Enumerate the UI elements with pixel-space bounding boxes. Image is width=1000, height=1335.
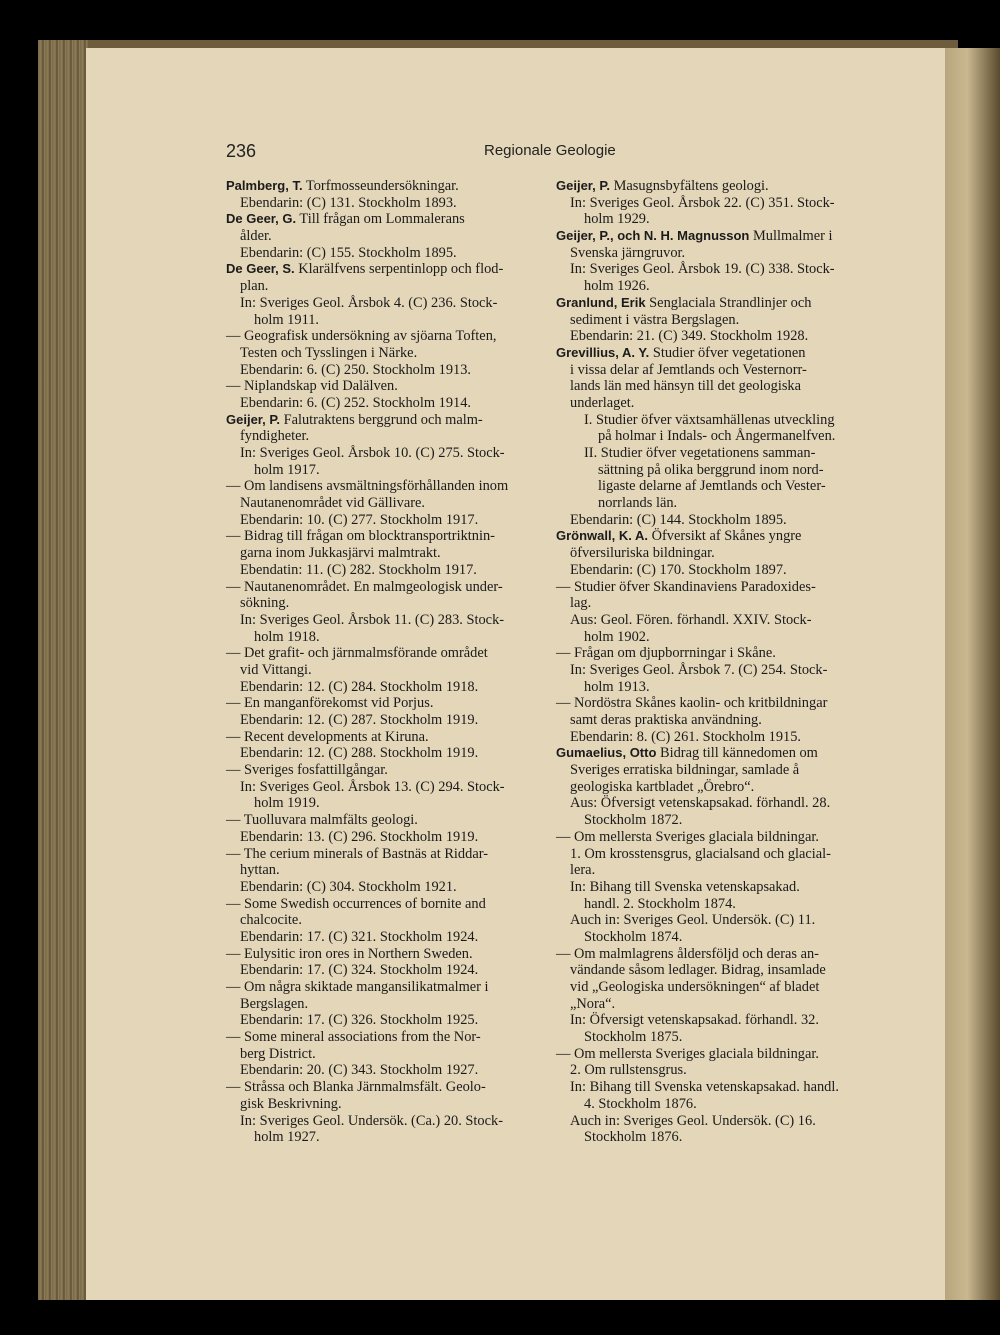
bibliography-line: holm 1913. xyxy=(584,678,650,695)
running-title: Regionale Geologie xyxy=(484,142,616,159)
bibliography-line: Ebendarin: 12. (C) 284. Stockholm 1918. xyxy=(240,678,479,695)
entry-title: Studier öfver vegetationen xyxy=(649,344,806,361)
entry-title: Masugnsbyfältens geologi. xyxy=(609,178,769,194)
bibliography-line: Ebendarin: 6. (C) 250. Stockholm 1913. xyxy=(240,361,472,378)
bibliography-line: Ebendarin: 6. (C) 252. Stockholm 1914. xyxy=(240,394,472,411)
bibliography-line: Ebendarin: 20. (C) 343. Stockholm 1927. xyxy=(240,1062,479,1079)
bibliography-line: Ebendarin: 12. (C) 288. Stockholm 1919. xyxy=(240,745,479,762)
bibliography-line: — Geografisk undersökning av sjöarna Toften, xyxy=(226,328,497,345)
page-gutter xyxy=(945,48,1000,1300)
bibliography-line: underlaget. xyxy=(570,394,635,411)
author-name: De Geer, G. xyxy=(226,211,297,227)
bibliography-line: — Frågan om djupborrningar i Skåne. xyxy=(556,645,776,662)
entry-title: Senglaciala Strandlinjer och xyxy=(645,294,812,311)
page-edges xyxy=(38,40,88,1300)
author-name: De Geer, S. xyxy=(226,261,295,277)
bibliography-line: — Bidrag till frågan om blocktransportriktnin- xyxy=(226,528,495,545)
bibliography-line: fyndigheter. xyxy=(240,428,310,445)
bibliography-line: In: Sveriges Geol. Årsbok 13. (C) 294. Stock- xyxy=(240,778,505,795)
bibliography-line: In: Sveriges Geol. Årsbok 19. (C) 338. Stock- xyxy=(570,261,835,278)
bibliography-line: II. Studier öfver vegetationens samman- xyxy=(584,445,816,461)
bibliography-line xyxy=(556,295,868,312)
entry-title: Mullmalmer i xyxy=(749,228,833,245)
bibliography-line: In: Öfversigt vetenskapsakad. förhandl. 32. xyxy=(570,1012,819,1029)
entry-title: Bidrag till kännedomen om xyxy=(656,745,818,762)
author-name: Geijer, P. xyxy=(226,411,280,427)
bibliography-line: — Om malmlagrens åldersföljd och deras an- xyxy=(556,945,819,962)
bibliography-line: Sveriges erratiska bildningar, samlade å xyxy=(570,762,800,779)
bibliography-line: — Tuolluvara malmfälts geologi. xyxy=(226,812,418,829)
bibliography-line: — Some mineral associations from the Nor- xyxy=(226,1029,481,1046)
bibliography-line: lera. xyxy=(570,862,596,879)
bibliography-line: Ebendarin: 21. (C) 349. Stockholm 1928. xyxy=(570,328,809,345)
author-name: Palmberg, T. xyxy=(226,178,303,193)
bibliography-line: Auch in: Sveriges Geol. Undersök. (C) 16. xyxy=(570,1112,816,1129)
bibliography-line: handl. 2. Stockholm 1874. xyxy=(584,895,736,912)
bibliography-line: garna inom Jukkasjärvi malmtrakt. xyxy=(240,545,441,562)
bibliography-line: In: Sveriges Geol. Årsbok 11. (C) 283. Stock- xyxy=(240,611,505,628)
bibliography-line: Bergslagen. xyxy=(240,995,309,1012)
bibliography-line: I. Studier öfver växtsamhällenas utveckling xyxy=(584,411,835,428)
entry-title: Öfversikt af Skånes yngre xyxy=(647,528,802,545)
bibliography-line: holm 1927. xyxy=(254,1129,320,1146)
bibliography-line: Ebendarin: 12. (C) 287. Stockholm 1919. xyxy=(240,712,479,728)
bibliography-line: — Det grafit- och järnmalmsförande området xyxy=(226,645,488,662)
bibliography-line xyxy=(556,528,868,545)
bibliography-line: holm 1902. xyxy=(584,628,650,645)
bibliography-line: — Nordöstra Skånes kaolin- och kritbildningar xyxy=(556,695,828,712)
bibliography-line: In: Sveriges Geol. Årsbok 7. (C) 254. Stock- xyxy=(570,661,828,678)
bibliography-line: holm 1917. xyxy=(254,461,320,478)
bibliography-line: — Some Swedish occurrences of bornite and xyxy=(226,895,486,912)
bibliography-line: Ebendarin: (C) 144. Stockholm 1895. xyxy=(570,511,787,528)
entry-title: Torfmosseundersökningar. xyxy=(302,178,459,194)
bibliography-line: Stockholm 1872. xyxy=(584,812,683,829)
bibliography-line: Stockholm 1876. xyxy=(584,1129,683,1146)
bibliography-line: Aus: Geol. Fören. förhandl. XXIV. Stock- xyxy=(570,611,812,628)
bibliography-line: sökning. xyxy=(240,595,290,612)
bibliography-line: gisk Beskrivning. xyxy=(240,1095,342,1112)
bibliography-line: Testen och Tysslingen i Närke. xyxy=(240,344,418,361)
bibliography-line: vändande såsom ledlager. Bidrag, insamlade xyxy=(570,962,826,979)
bibliography-line: — Om några skiktade mangansilikatmalmer i xyxy=(226,979,489,995)
entry-title: Klarälfvens serpentinlopp och flod- xyxy=(294,261,504,278)
bibliography-line xyxy=(226,412,538,429)
bibliography-line: — Stråssa och Blanka Järnmalmsfält. Geolo- xyxy=(226,1079,486,1096)
bibliography-line: — The cerium minerals of Bastnäs at Riddar- xyxy=(226,845,489,862)
bibliography-line: In: Bihang till Svenska vetenskapsakad. xyxy=(570,878,800,895)
bibliography-line: öfversiluriska bildningar. xyxy=(570,545,715,562)
author-name: Grönwall, K. A. xyxy=(556,528,648,544)
bibliography-line: Ebendarin: 10. (C) 277. Stockholm 1917. xyxy=(240,511,479,528)
bibliography-line: holm 1919. xyxy=(254,795,320,812)
bibliography-line: berg District. xyxy=(240,1045,316,1062)
left-column xyxy=(226,178,538,1146)
bibliography-line: In: Sveriges Geol. Årsbok 22. (C) 351. Stock- xyxy=(570,194,835,211)
bibliography-line: — Nautanenområdet. En malmgeologisk under- xyxy=(226,578,503,595)
bibliography-line: — Om mellersta Sveriges glaciala bildningar. xyxy=(556,1045,819,1062)
bibliography-line: In: Sveriges Geol. Årsbok 4. (C) 236. Stock- xyxy=(240,294,498,311)
bibliography-line xyxy=(556,178,868,195)
bibliography-line: i vissa delar af Jemtlands och Vesternorr- xyxy=(570,361,807,378)
bibliography-line: plan. xyxy=(240,278,269,295)
bibliography-line: Ebendarin: (C) 131. Stockholm 1893. xyxy=(240,194,457,211)
bibliography-line: vid Vittangi. xyxy=(240,661,312,678)
bibliography-line: 1. Om krosstensgrus, glacialsand och glacial- xyxy=(570,845,831,862)
bibliography-line: In: Sveriges Geol. Undersök. (Ca.) 20. Stock- xyxy=(240,1112,503,1129)
bibliography-line: Stockholm 1874. xyxy=(584,928,683,945)
bibliography-line: lands län med hänsyn till det geologiska xyxy=(570,378,802,395)
bibliography-line xyxy=(556,345,868,362)
bibliography-line: ligaste delarne af Jemtlands och Vester- xyxy=(598,478,826,495)
bibliography-line: Svenska järngruvor. xyxy=(570,244,686,261)
author-name: Geijer, P. xyxy=(556,178,610,193)
bibliography-line: samt deras praktiska användning. xyxy=(570,712,762,728)
bibliography-line: Ebendatin: 11. (C) 282. Stockholm 1917. xyxy=(240,561,477,578)
bibliography-line: — En manganförekomst vid Porjus. xyxy=(226,695,434,712)
bibliography-line: holm 1918. xyxy=(254,628,320,645)
bibliography-line: „Nora“. xyxy=(570,995,616,1012)
bibliography-line: hyttan. xyxy=(240,862,280,879)
bibliography-line: — Studier öfver Skandinaviens Paradoxides- xyxy=(556,578,816,595)
author-name: Gumaelius, Otto xyxy=(556,745,657,761)
right-column xyxy=(556,178,868,1146)
bibliography-line: geologiska kartbladet „Örebro“. xyxy=(570,778,755,795)
entry-title: Falutraktens berggrund och malm- xyxy=(279,411,483,428)
page-header xyxy=(0,141,1000,167)
bibliography-line: lag. xyxy=(570,595,592,612)
bibliography-line: på holmar i Indals- och Ångermanelfven. xyxy=(598,428,836,445)
page-number: 236 xyxy=(226,141,257,161)
bibliography-line: Aus: Öfversigt vetenskapsakad. förhandl. 28. xyxy=(570,795,831,812)
bibliography-line xyxy=(556,228,868,245)
bibliography-line xyxy=(556,745,868,762)
bibliography-line: Ebendarin: (C) 155. Stockholm 1895. xyxy=(240,244,457,261)
bibliography-line: chalcocite. xyxy=(240,912,302,929)
author-name: Grevillius, A. Y. xyxy=(556,344,650,360)
bibliography-line: Ebendarin: 17. (C) 321. Stockholm 1924. xyxy=(240,928,479,945)
bibliography-line: sediment i västra Bergslagen. xyxy=(570,311,740,328)
bibliography-line: Stockholm 1875. xyxy=(584,1029,683,1046)
bibliography-line: Ebendarin: 17. (C) 326. Stockholm 1925. xyxy=(240,1012,479,1029)
bibliography-line: sättning på olika berggrund inom nord- xyxy=(598,461,824,478)
bibliography-line: 4. Stockholm 1876. xyxy=(584,1095,697,1112)
bibliography-line: Ebendarin: 13. (C) 296. Stockholm 1919. xyxy=(240,828,479,845)
bibliography-line: In: Sveriges Geol. Årsbok 10. (C) 275. Stock- xyxy=(240,445,505,461)
bibliography-line: Nautanenområdet vid Gällivare. xyxy=(240,495,426,512)
bibliography-line: — Eulysitic iron ores in Northern Sweden. xyxy=(226,945,473,962)
bibliography-line: — Sveriges fosfattillgångar. xyxy=(226,762,388,779)
bibliography-line: norrlands län. xyxy=(598,495,678,512)
bibliography-line: 2. Om rullstensgrus. xyxy=(570,1062,687,1079)
entry-title: Till frågan om Lommalerans xyxy=(296,211,465,228)
bibliography-line: Ebendarin: (C) 304. Stockholm 1921. xyxy=(240,878,457,895)
bibliography-line xyxy=(226,211,538,228)
bibliography-line: vid „Geologiska undersökningen“ af bladet xyxy=(570,979,820,995)
bibliography-line: holm 1929. xyxy=(584,211,650,228)
bibliography-line: Ebendarin: 8. (C) 261. Stockholm 1915. xyxy=(570,728,802,745)
bibliography-line: — Niplandskap vid Dalälven. xyxy=(226,378,398,395)
bibliography-line: holm 1911. xyxy=(254,311,320,328)
bibliography-line: ålder. xyxy=(240,228,272,245)
bibliography-line: In: Bihang till Svenska vetenskapsakad. handl. xyxy=(570,1079,839,1096)
bibliography-line: — Om mellersta Sveriges glaciala bildningar. xyxy=(556,828,819,845)
bibliography-line xyxy=(226,178,538,195)
author-name: Geijer, P., och N. H. Magnusson xyxy=(556,228,750,244)
bibliography-line: Ebendarin: (C) 170. Stockholm 1897. xyxy=(570,561,787,578)
bibliography-line: holm 1926. xyxy=(584,278,650,295)
bibliography-line: — Recent developments at Kiruna. xyxy=(226,728,429,745)
bibliography-line: Auch in: Sveriges Geol. Undersök. (C) 11. xyxy=(570,912,816,929)
bibliography-line: — Om landisens avsmältningsförhållanden inom xyxy=(226,478,509,495)
bibliography-line xyxy=(226,261,538,278)
bibliography-line: Ebendarin: 17. (C) 324. Stockholm 1924. xyxy=(240,962,479,979)
author-name: Granlund, Erik xyxy=(556,294,646,310)
